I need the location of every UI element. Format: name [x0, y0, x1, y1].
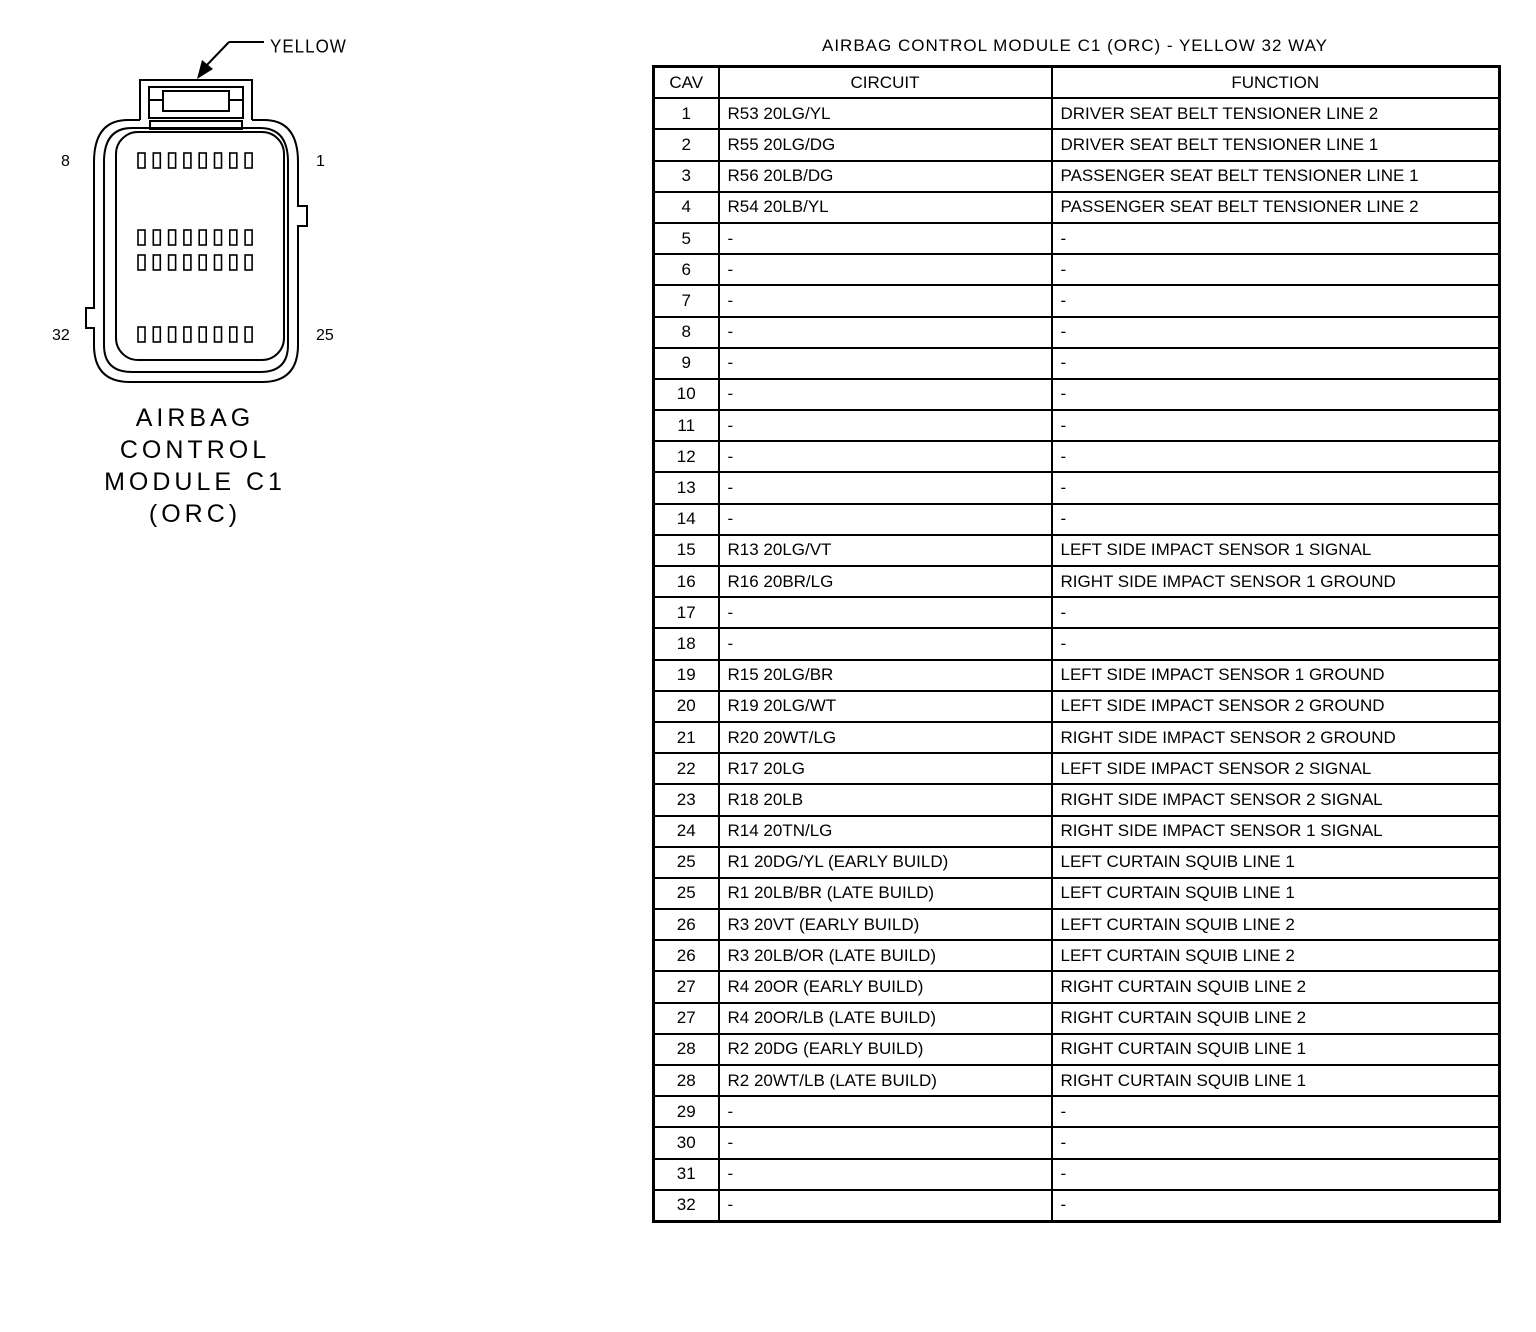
function-cell: - [1052, 1127, 1500, 1158]
function-cell: RIGHT CURTAIN SQUIB LINE 1 [1052, 1034, 1500, 1065]
pinout-table [652, 65, 1501, 1223]
pin-cavity-rows [138, 153, 252, 342]
function-cell: - [1052, 472, 1500, 503]
cav-cell: 32 [654, 1190, 719, 1222]
header-function: FUNCTION [1052, 67, 1500, 99]
pin-cavity [199, 255, 206, 270]
table-row [654, 379, 1500, 410]
cav-cell: 19 [654, 660, 719, 691]
circuit-cell: R13 20LG/VT [719, 535, 1052, 566]
caption-line: AIRBAG [135, 404, 255, 432]
pin-cavity [153, 327, 160, 342]
pin-cavity [230, 327, 237, 342]
table-row [654, 691, 1500, 722]
cav-cell: 28 [654, 1034, 719, 1065]
function-cell: - [1052, 379, 1500, 410]
latch-window [163, 91, 229, 111]
circuit-cell: - [719, 1127, 1052, 1158]
function-cell: RIGHT SIDE IMPACT SENSOR 2 GROUND [1052, 722, 1500, 753]
cav-cell: 9 [654, 348, 719, 379]
circuit-cell: R53 20LG/YL [719, 98, 1052, 129]
connector-shell-outer [86, 120, 307, 382]
pin-cavity [215, 255, 222, 270]
header-cav: CAV [654, 67, 719, 99]
table-row [654, 940, 1500, 971]
function-cell: - [1052, 441, 1500, 472]
cav-cell: 3 [654, 161, 719, 192]
circuit-cell: - [719, 1159, 1052, 1190]
table-row [654, 410, 1500, 441]
cav-cell: 31 [654, 1159, 719, 1190]
cav-cell: 29 [654, 1096, 719, 1127]
cav-cell: 14 [654, 504, 719, 535]
pin-cavity [245, 327, 252, 342]
circuit-cell: R1 20LB/BR (LATE BUILD) [719, 878, 1052, 909]
table-row [654, 254, 1500, 285]
pin-label-32: 32 [52, 327, 70, 344]
function-cell: LEFT CURTAIN SQUIB LINE 1 [1052, 847, 1500, 878]
table-row [654, 1096, 1500, 1127]
circuit-cell: - [719, 441, 1052, 472]
pin-label-1: 1 [316, 153, 325, 170]
cav-cell: 6 [654, 254, 719, 285]
pin-cavity [138, 153, 145, 168]
cav-cell: 23 [654, 784, 719, 815]
function-cell: - [1052, 1159, 1500, 1190]
circuit-cell: - [719, 410, 1052, 441]
cav-cell: 15 [654, 535, 719, 566]
cav-cell: 7 [654, 285, 719, 316]
function-cell: - [1052, 1190, 1500, 1222]
pin-cavity [245, 230, 252, 245]
cav-cell: 25 [654, 847, 719, 878]
pin-cavity [184, 327, 191, 342]
pin-cavity [153, 255, 160, 270]
pin-cavity [138, 255, 145, 270]
circuit-cell: R3 20VT (EARLY BUILD) [719, 909, 1052, 940]
pin-cavity [138, 230, 145, 245]
function-cell: DRIVER SEAT BELT TENSIONER LINE 2 [1052, 98, 1500, 129]
pin-cavity [184, 153, 191, 168]
cav-cell: 20 [654, 691, 719, 722]
table-row [654, 1190, 1500, 1222]
function-cell: - [1052, 317, 1500, 348]
pin-cavity [153, 230, 160, 245]
table-row [654, 504, 1500, 535]
pin-cavity [169, 255, 176, 270]
color-pointer-arrow [197, 42, 264, 79]
pin-cavity [230, 255, 237, 270]
function-cell: LEFT CURTAIN SQUIB LINE 2 [1052, 909, 1500, 940]
function-cell: LEFT SIDE IMPACT SENSOR 1 GROUND [1052, 660, 1500, 691]
table-row [654, 1159, 1500, 1190]
connector-caption [60, 402, 330, 530]
table-row [654, 161, 1500, 192]
cav-cell: 30 [654, 1127, 719, 1158]
cav-cell: 5 [654, 223, 719, 254]
table-row [654, 1127, 1500, 1158]
function-cell: - [1052, 285, 1500, 316]
caption-line: (ORC) [148, 500, 242, 528]
circuit-cell: - [719, 254, 1052, 285]
cav-cell: 1 [654, 98, 719, 129]
table-row [654, 971, 1500, 1002]
function-cell: - [1052, 348, 1500, 379]
cav-cell: 12 [654, 441, 719, 472]
pin-cavity [169, 230, 176, 245]
cav-cell: 11 [654, 410, 719, 441]
function-cell: PASSENGER SEAT BELT TENSIONER LINE 1 [1052, 161, 1500, 192]
circuit-cell: - [719, 597, 1052, 628]
cav-cell: 28 [654, 1065, 719, 1096]
circuit-cell: R17 20LG [719, 753, 1052, 784]
function-cell: LEFT CURTAIN SQUIB LINE 2 [1052, 940, 1500, 971]
table-row [654, 317, 1500, 348]
cav-cell: 26 [654, 909, 719, 940]
pin-label-8: 8 [61, 153, 70, 170]
table-row [654, 847, 1500, 878]
circuit-cell: - [719, 472, 1052, 503]
pin-cavity [215, 153, 222, 168]
pin-cavity [153, 153, 160, 168]
circuit-cell: - [719, 504, 1052, 535]
table-row [654, 223, 1500, 254]
circuit-cell: - [719, 1190, 1052, 1222]
table-row [654, 909, 1500, 940]
pin-label-25: 25 [316, 327, 334, 344]
cav-cell: 13 [654, 472, 719, 503]
table-row [654, 816, 1500, 847]
circuit-cell: R4 20OR (EARLY BUILD) [719, 971, 1052, 1002]
pin-cavity [184, 255, 191, 270]
cav-cell: 16 [654, 566, 719, 597]
circuit-cell: R3 20LB/OR (LATE BUILD) [719, 940, 1052, 971]
table-row [654, 441, 1500, 472]
cav-cell: 25 [654, 878, 719, 909]
table-row [654, 472, 1500, 503]
function-cell: - [1052, 628, 1500, 659]
circuit-cell: R16 20BR/LG [719, 566, 1052, 597]
function-cell: RIGHT SIDE IMPACT SENSOR 1 GROUND [1052, 566, 1500, 597]
table-row [654, 285, 1500, 316]
table-row [654, 722, 1500, 753]
function-cell: - [1052, 254, 1500, 285]
cav-cell: 27 [654, 1003, 719, 1034]
circuit-cell: - [719, 379, 1052, 410]
pin-cavity [230, 230, 237, 245]
table-row [654, 597, 1500, 628]
circuit-cell: - [719, 628, 1052, 659]
cav-cell: 4 [654, 192, 719, 223]
circuit-cell: R14 20TN/LG [719, 816, 1052, 847]
table-title: AIRBAG CONTROL MODULE C1 (ORC) - YELLOW 32 WAY [821, 36, 1329, 55]
cav-cell: 10 [654, 379, 719, 410]
circuit-cell: R1 20DG/YL (EARLY BUILD) [719, 847, 1052, 878]
cav-cell: 27 [654, 971, 719, 1002]
pinout-table-body [654, 98, 1500, 1221]
cav-cell: 2 [654, 129, 719, 160]
cav-cell: 26 [654, 940, 719, 971]
table-row [654, 784, 1500, 815]
connector-color-label: YELLOW [270, 36, 347, 57]
pin-cavity [215, 230, 222, 245]
table-row [654, 348, 1500, 379]
circuit-cell: R56 20LB/DG [719, 161, 1052, 192]
pin-cavity [199, 153, 206, 168]
pin-cavity [138, 327, 145, 342]
function-cell: RIGHT CURTAIN SQUIB LINE 2 [1052, 1003, 1500, 1034]
circuit-cell: R55 20LG/DG [719, 129, 1052, 160]
circuit-cell: R54 20LB/YL [719, 192, 1052, 223]
pin-cavity [169, 153, 176, 168]
circuit-cell: - [719, 317, 1052, 348]
circuit-cell: - [719, 223, 1052, 254]
function-cell: - [1052, 223, 1500, 254]
cav-cell: 8 [654, 317, 719, 348]
circuit-cell: - [719, 1096, 1052, 1127]
cav-cell: 18 [654, 628, 719, 659]
pin-cavity [245, 255, 252, 270]
function-cell: LEFT SIDE IMPACT SENSOR 2 SIGNAL [1052, 753, 1500, 784]
pin-cavity [230, 153, 237, 168]
table-row [654, 192, 1500, 223]
connector-face-inner [116, 132, 284, 360]
table-row [654, 129, 1500, 160]
function-cell: - [1052, 504, 1500, 535]
table-row [654, 1065, 1500, 1096]
circuit-cell: R20 20WT/LG [719, 722, 1052, 753]
circuit-cell: R15 20LG/BR [719, 660, 1052, 691]
connector-diagram [0, 0, 600, 560]
circuit-cell: R18 20LB [719, 784, 1052, 815]
table-row [654, 535, 1500, 566]
function-cell: DRIVER SEAT BELT TENSIONER LINE 1 [1052, 129, 1500, 160]
table-header-row [654, 67, 1500, 99]
circuit-cell: R4 20OR/LB (LATE BUILD) [719, 1003, 1052, 1034]
table-row [654, 1003, 1500, 1034]
circuit-cell: - [719, 285, 1052, 316]
table-row [654, 566, 1500, 597]
function-cell: PASSENGER SEAT BELT TENSIONER LINE 2 [1052, 192, 1500, 223]
table-row [654, 98, 1500, 129]
function-cell: RIGHT CURTAIN SQUIB LINE 2 [1052, 971, 1500, 1002]
pin-cavity [199, 327, 206, 342]
function-cell: - [1052, 597, 1500, 628]
table-row [654, 628, 1500, 659]
pin-cavity [215, 327, 222, 342]
pin-cavity [199, 230, 206, 245]
function-cell: - [1052, 1096, 1500, 1127]
circuit-cell: - [719, 348, 1052, 379]
pin-cavity [184, 230, 191, 245]
function-cell: RIGHT CURTAIN SQUIB LINE 1 [1052, 1065, 1500, 1096]
function-cell: LEFT CURTAIN SQUIB LINE 1 [1052, 878, 1500, 909]
function-cell: RIGHT SIDE IMPACT SENSOR 2 SIGNAL [1052, 784, 1500, 815]
cav-cell: 21 [654, 722, 719, 753]
table-row [654, 878, 1500, 909]
function-cell: RIGHT SIDE IMPACT SENSOR 1 SIGNAL [1052, 816, 1500, 847]
circuit-cell: R2 20WT/LB (LATE BUILD) [719, 1065, 1052, 1096]
caption-line: MODULE C1 [104, 468, 286, 496]
cav-cell: 22 [654, 753, 719, 784]
table-row [654, 1034, 1500, 1065]
cav-cell: 17 [654, 597, 719, 628]
circuit-cell: R19 20LG/WT [719, 691, 1052, 722]
cav-cell: 24 [654, 816, 719, 847]
pin-cavity [169, 327, 176, 342]
function-cell: - [1052, 410, 1500, 441]
function-cell: LEFT SIDE IMPACT SENSOR 2 GROUND [1052, 691, 1500, 722]
caption-line: CONTROL [119, 436, 271, 464]
table-row [654, 753, 1500, 784]
table-row [654, 660, 1500, 691]
circuit-cell: R2 20DG (EARLY BUILD) [719, 1034, 1052, 1065]
pin-cavity [245, 153, 252, 168]
function-cell: LEFT SIDE IMPACT SENSOR 1 SIGNAL [1052, 535, 1500, 566]
header-circuit: CIRCUIT [719, 67, 1052, 99]
